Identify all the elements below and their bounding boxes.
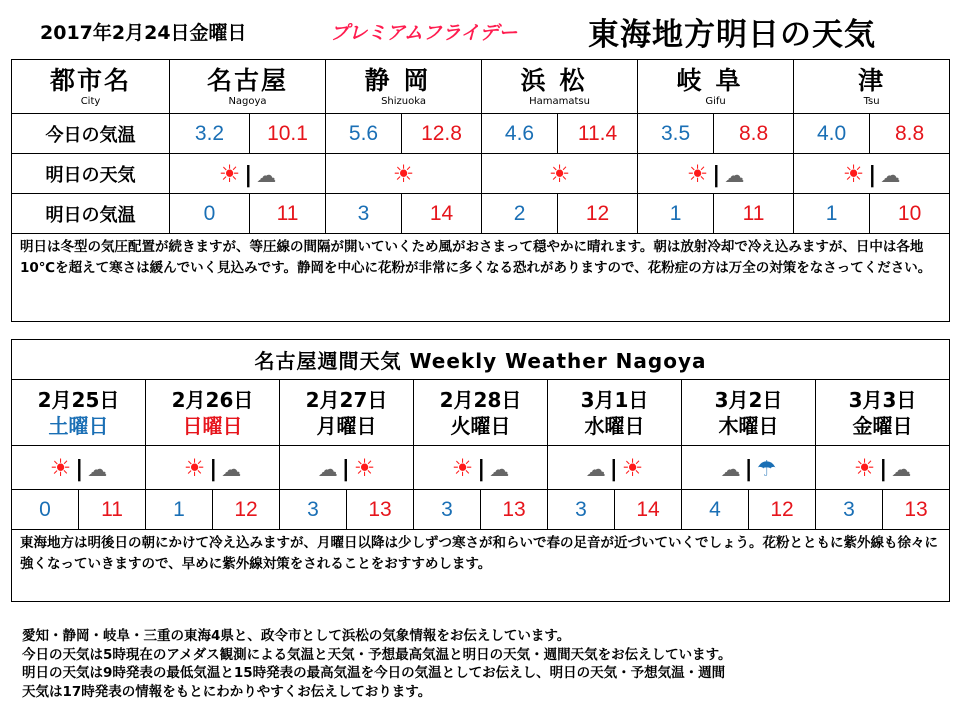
page-header [0, 0, 960, 56]
weekly-day-4 [414, 380, 548, 446]
today-high-nagoya: 10.1 [250, 114, 326, 154]
weekly-weather-4 [414, 446, 548, 490]
weather-shizuoka [326, 154, 482, 194]
row-label: 明日の天気 [12, 154, 170, 194]
weekly-dates-row [12, 380, 950, 446]
today-high-hamamatsu: 11.4 [558, 114, 638, 154]
sun-icon: ☀ [451, 453, 474, 482]
weather-gifu [638, 154, 794, 194]
cloud-icon: ☁ [221, 456, 242, 481]
weather-separator: | [868, 162, 877, 188]
cloud-icon: ☁ [317, 456, 338, 481]
day-date: 2月25日 [37, 387, 120, 412]
footer-notes [22, 627, 942, 701]
weekly-day-6 [682, 380, 816, 446]
city-header-cell [12, 60, 170, 114]
weather-separator: | [75, 456, 84, 482]
city-tsu [794, 60, 950, 114]
day-of-week: 土曜日 [48, 413, 109, 438]
cloud-icon: ☁ [724, 162, 745, 187]
cloud-icon: ☁ [87, 456, 108, 481]
cloud-icon: ☁ [489, 456, 510, 481]
weekly-weather-1 [12, 446, 146, 490]
weekly-low-1: 0 [12, 490, 79, 530]
today-low-gifu: 3.5 [638, 114, 714, 154]
city-column-sublabel: City [80, 95, 101, 107]
sun-icon: ☀ [842, 159, 865, 188]
weather-separator: | [712, 162, 721, 188]
city-hamamatsu [482, 60, 638, 114]
city-name: 名古屋 [207, 65, 289, 95]
weekly-temp-row [12, 490, 950, 530]
city-name-en: Gifu [705, 95, 726, 107]
city-name-en: Shizuoka [381, 95, 426, 107]
tomorrow-low-hamamatsu: 2 [482, 194, 558, 234]
day-date: 3月3日 [848, 387, 917, 412]
weekly-day-3 [280, 380, 414, 446]
weekly-high-6: 12 [749, 490, 816, 530]
sun-icon: ☀ [183, 453, 206, 482]
tomorrow-high-nagoya: 11 [250, 194, 326, 234]
note-line: 明日の天気は9時発表の最低気温と15時発表の最高気温を今日の気温としてお伝えし、明日の天気・予想気温・週間 [22, 665, 726, 681]
sun-icon: ☀ [621, 453, 644, 482]
today-high-tsu: 8.8 [870, 114, 950, 154]
weekly-high-3: 13 [347, 490, 414, 530]
day-date: 3月2日 [714, 387, 783, 412]
cloud-icon: ☁ [585, 456, 606, 481]
sun-icon: ☀ [353, 453, 376, 482]
weekly-day-5 [548, 380, 682, 446]
today-low-hamamatsu: 4.6 [482, 114, 558, 154]
cloud-icon: ☁ [720, 456, 741, 481]
weekly-weather-5 [548, 446, 682, 490]
header-event: プレミアムフライデー [330, 22, 518, 44]
header-date: 2017年2月24日金曜日 [40, 22, 247, 44]
weekly-high-7: 13 [883, 490, 950, 530]
tomorrow-low-tsu: 1 [794, 194, 870, 234]
weather-separator: | [609, 456, 618, 482]
row-temp-tomorrow [12, 194, 950, 234]
weekly-low-2: 1 [146, 490, 213, 530]
weekly-weather-7 [816, 446, 950, 490]
weekly-low-6: 4 [682, 490, 749, 530]
weather-separator: | [477, 456, 486, 482]
day-of-week: 日曜日 [182, 413, 243, 438]
day-date: 2月27日 [305, 387, 388, 412]
cloud-icon: ☁ [891, 456, 912, 481]
weekly-high-2: 12 [213, 490, 280, 530]
row-label: 今日の気温 [12, 114, 170, 154]
page-title: 東海地方明日の天気 [588, 17, 876, 53]
tomorrow-weather-table [11, 59, 950, 322]
today-low-tsu: 4.0 [794, 114, 870, 154]
city-name: 静岡 [364, 65, 443, 95]
row-label: 明日の気温 [12, 194, 170, 234]
weekly-high-5: 14 [615, 490, 682, 530]
city-gifu [638, 60, 794, 114]
day-of-week: 月曜日 [316, 413, 377, 438]
row-weather-tomorrow [12, 154, 950, 194]
day-date: 2月28日 [439, 387, 522, 412]
day-date: 2月26日 [171, 387, 254, 412]
weekly-low-3: 3 [280, 490, 347, 530]
weather-separator: | [744, 456, 753, 482]
sun-icon: ☀ [218, 159, 241, 188]
weather-separator: | [209, 456, 218, 482]
day-of-week: 火曜日 [450, 413, 511, 438]
weekly-low-4: 3 [414, 490, 481, 530]
umbrella-icon: ☂ [756, 456, 777, 482]
weekly-low-5: 3 [548, 490, 615, 530]
weekly-day-1 [12, 380, 146, 446]
city-nagoya [170, 60, 326, 114]
weekly-weather-3 [280, 446, 414, 490]
today-high-gifu: 8.8 [714, 114, 794, 154]
weekly-low-7: 3 [816, 490, 883, 530]
city-shizuoka [326, 60, 482, 114]
city-name: 津 [858, 65, 886, 95]
weather-hamamatsu [482, 154, 638, 194]
city-name-en: Tsu [863, 95, 880, 107]
weekly-weather-table [11, 339, 950, 602]
weather-separator: | [879, 456, 888, 482]
tomorrow-low-gifu: 1 [638, 194, 714, 234]
tomorrow-high-gifu: 11 [714, 194, 794, 234]
city-name-en: Hamamatsu [529, 95, 590, 107]
weekly-high-1: 11 [79, 490, 146, 530]
sun-icon: ☀ [853, 453, 876, 482]
note-line: 愛知・静岡・岐阜・三重の東海4県と、政令市として浜松の気象情報をお伝えしています。 [22, 628, 571, 644]
tomorrow-high-shizuoka: 14 [402, 194, 482, 234]
weekly-weather-row [12, 446, 950, 490]
weather-separator: | [341, 456, 350, 482]
note-line: 天気は17時発表の情報をもとにわかりやすくお伝えしております。 [22, 683, 432, 700]
weekly-day-2 [146, 380, 280, 446]
weekly-title: 名古屋週間天気 Weekly Weather Nagoya [12, 340, 950, 380]
day-of-week: 水曜日 [584, 413, 645, 438]
today-low-nagoya: 3.2 [170, 114, 250, 154]
weather-separator: | [244, 162, 253, 188]
sun-icon: ☀ [548, 159, 571, 188]
weekly-weather-6 [682, 446, 816, 490]
sun-icon: ☀ [392, 159, 415, 188]
tomorrow-low-nagoya: 0 [170, 194, 250, 234]
city-column-label: 都市名 [49, 65, 131, 95]
row-temp-today [12, 114, 950, 154]
tomorrow-high-hamamatsu: 12 [558, 194, 638, 234]
weather-tsu [794, 154, 950, 194]
today-low-shizuoka: 5.6 [326, 114, 402, 154]
sun-icon: ☀ [49, 453, 72, 482]
tomorrow-high-tsu: 10 [870, 194, 950, 234]
city-name: 岐阜 [676, 65, 755, 95]
note-line: 今日の天気は5時現在のアメダス観測による気温と天気・予想最高気温と明日の天気・週間天気をお伝えしています。 [22, 646, 732, 663]
cloud-icon: ☁ [880, 162, 901, 187]
weekly-day-7 [816, 380, 950, 446]
weekly-weather-2 [146, 446, 280, 490]
day-date: 3月1日 [580, 387, 649, 412]
tomorrow-low-shizuoka: 3 [326, 194, 402, 234]
weather-nagoya [170, 154, 326, 194]
day-of-week: 木曜日 [718, 413, 779, 438]
tomorrow-description: 明日は冬型の気圧配置が続きますが、等圧線の間隔が開いていくため風がおさまって穏やかに晴れます。朝は放射冷却で冷え込みますが、日中は各地10℃を超えて寒さは緩んでいく見込みです。静岡を中心に花粉が非常に多くなる恐れがありますので、花粉症の方は万全の対策をなさってください。 [12, 234, 950, 322]
day-of-week: 金曜日 [852, 413, 913, 438]
cloud-icon: ☁ [256, 162, 277, 187]
weekly-high-4: 13 [481, 490, 548, 530]
sun-icon: ☀ [686, 159, 709, 188]
city-name-en: Nagoya [228, 95, 267, 107]
weekly-description: 東海地方は明後日の朝にかけて冷え込みますが、月曜日以降は少しずつ寒さが和らいで春の足音が近づいていくでしょう。花粉とともに紫外線も徐々に強くなっていきますので、早めに紫外線対策をされることをおすすめします。 [12, 530, 950, 602]
today-high-shizuoka: 12.8 [402, 114, 482, 154]
city-name: 浜松 [520, 65, 599, 95]
